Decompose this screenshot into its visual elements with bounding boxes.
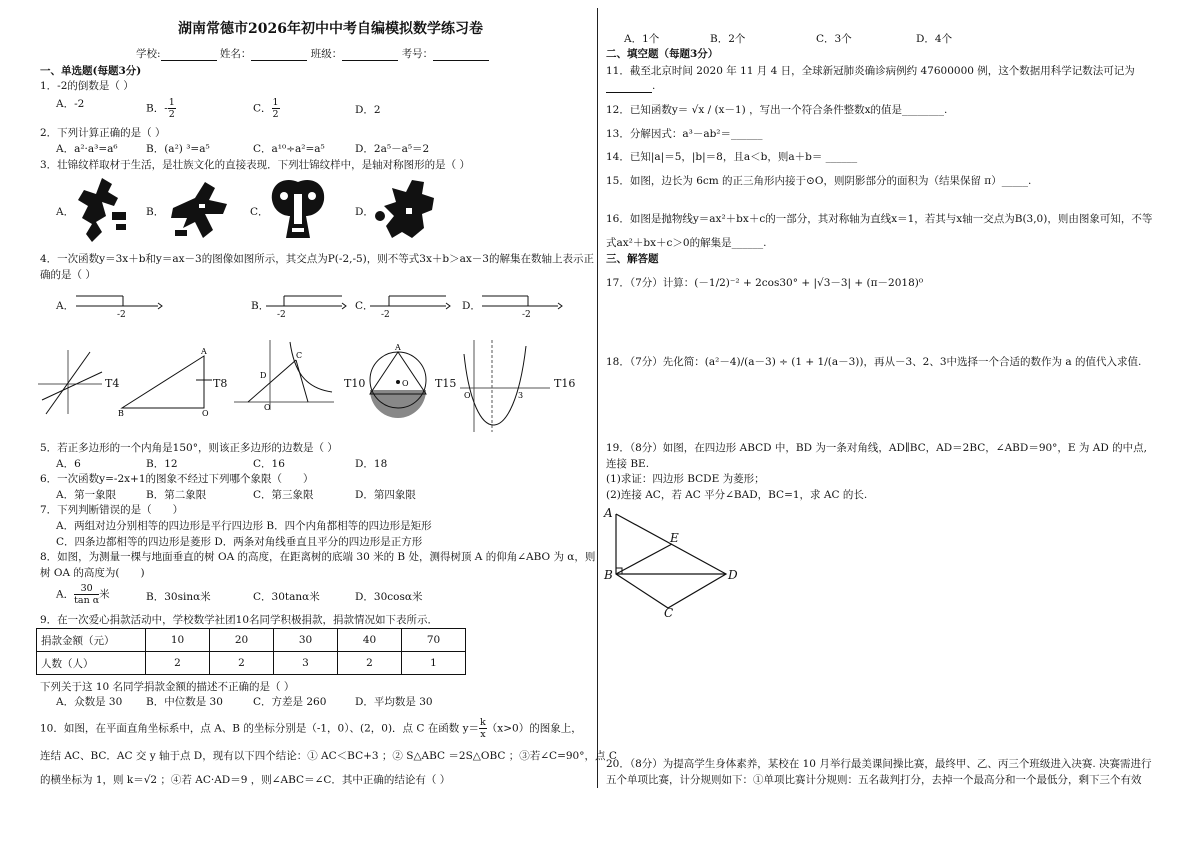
exam-number-blank[interactable] — [433, 49, 489, 61]
question-7: 7．下列判断错误的是（ ） — [40, 504, 184, 516]
table-cell: 人数（人） — [37, 652, 146, 675]
q11-answer-blank[interactable]: . — [606, 79, 655, 93]
fraction: $\frac{1}{2}$ — [168, 97, 175, 120]
q9-option-c: C．方差是 260 — [253, 696, 327, 708]
q8-option-d: D．30cosα米 — [355, 591, 423, 603]
donation-table — [36, 628, 466, 675]
table-cell: 2 — [146, 652, 210, 675]
vertex-label-b: B — [604, 568, 613, 582]
figure-t10 — [234, 340, 338, 412]
svg-text:A: A — [395, 343, 401, 352]
table-cell: 30 — [274, 629, 338, 652]
brocade-pattern-a-icon — [72, 176, 138, 246]
question-1: 1．-2的倒数是（ ） — [40, 80, 134, 92]
fraction: $\frac{1}{2}$ — [272, 97, 279, 120]
question-2: 2．下列计算正确的是（ ） — [40, 127, 166, 139]
question-19-part-2: (2)连接 AC，若 AC 平分∠BAD，BC=1，求 AC 的长. — [606, 489, 868, 501]
tick-label: -2 — [381, 310, 390, 320]
q5-option-c: C．16 — [253, 458, 285, 470]
question-16-line-2: 式ax²＋bx＋c＞0的解集是______. — [606, 237, 767, 249]
svg-text:B: B — [118, 409, 124, 418]
table-cell: 捐款金额（元） — [37, 629, 146, 652]
figure-t8 — [118, 347, 214, 418]
exam-number-label: 考号： — [401, 48, 434, 60]
brocade-pattern-c-icon — [266, 176, 330, 246]
table-cell: 2 — [338, 652, 402, 675]
q6-option-a: A．第一象限 — [56, 489, 117, 501]
question-9-prompt: 下列关于这 10 名同学捐款金额的描述不正确的是（ ） — [40, 681, 295, 693]
question-16-line-1: 16．如图是抛物线y＝ax²＋bx＋c的一部分，其对称轴为直线x＝1，若其与x轴一交点为B(3,0)，则由图象可知，不等 — [606, 213, 1153, 225]
figure-t15 — [364, 344, 434, 410]
section-heading: 三、解答题 — [606, 253, 659, 265]
question-4-line-2: 确的是（ ） — [40, 269, 96, 281]
school-blank[interactable] — [161, 49, 217, 61]
q6-option-c: C．第三象限 — [253, 489, 314, 501]
table-cell: 10 — [146, 629, 210, 652]
vertex-label-d: D — [728, 568, 738, 582]
table-row — [37, 652, 466, 675]
question-4-line-1: 4．一次函数y＝3x＋b和y＝ax－3的图像如图所示，其交点为P(-2,-5)，则不等式3x＋b＞ax－3的解集在数轴上表示正 — [40, 253, 594, 265]
vertex-label-a: A — [604, 506, 613, 520]
q9-option-a: A．众数是 30 — [56, 696, 123, 708]
school-label: 学校: — [136, 48, 161, 60]
name-blank[interactable] — [251, 49, 307, 61]
svg-text:O: O — [402, 379, 409, 388]
page-title: 湖南常德市2026年初中中考自编模拟数学练习卷 — [178, 21, 483, 37]
figure-quadrilateral-abcd — [604, 506, 744, 618]
figure-label-t8: T8 — [213, 377, 228, 390]
q2-option-b: B．(a²) ³=a⁵ — [146, 143, 210, 155]
figure-label-t16: T16 — [554, 377, 576, 390]
q5-option-d: D．18 — [355, 458, 388, 470]
q8-option-a: A． $\frac{30}{\text{tan α}}$ 米 — [56, 583, 110, 606]
tick-label: -2 — [522, 310, 531, 320]
class-blank[interactable] — [342, 49, 398, 61]
q4-option-d: D． — [462, 300, 481, 312]
question-10-line-1: 10．如图，在平面直角坐标系中，点 A、B 的坐标分别是（-1，0）、(2，0)．点 C 在函数 y＝ $\frac{k}{x}$ （x>0）的图象上， — [40, 717, 582, 740]
question-9: 9．在一次爱心捐款活动中，学校数学社团10名同学积极捐款，捐款情况如下表所示． — [40, 614, 439, 626]
q9-option-b: B．中位数是 30 — [146, 696, 223, 708]
table-cell: 2 — [210, 652, 274, 675]
column-divider — [597, 8, 598, 788]
q1-option-a: A．-2 — [56, 98, 85, 110]
question-11: 11．截至北京时间 2020 年 11 月 4 日，全球新冠肺炎确诊病例约 47600000 例，这个数据用科学记数法可记为 — [606, 65, 1135, 77]
question-12: 12．已知函数y＝ √x / (x－1) ，写出一个符合条件整数x的值是________. — [606, 104, 948, 116]
q1-option-d: D．2 — [355, 104, 381, 116]
question-14: 14．已知|a|＝5，|b|＝8，且a＜b，则a＋b＝ ______ — [606, 151, 858, 163]
question-8-line-1: 8．如图，为测量一棵与地面垂直的树 OA 的高度，在距离树的底端 30 米的 B 处，测得树顶 A 的仰角∠ABO 为 α，则 — [40, 551, 596, 563]
question-18: 18．（7分）先化简：(a²－4)/(a－3) ÷ (1 + 1/(a－3))，再从－3、2、3中选择一个合适的数作为 a 的值代入求值. — [606, 356, 1142, 368]
name-label: 姓名： — [219, 48, 252, 60]
question-17: 17．（7分）计算：(－1/2)⁻² + 2cos30° + |√3－3| + (π－2018)⁰ — [606, 277, 924, 289]
q4-option-c: C． — [355, 300, 374, 312]
table-row — [37, 629, 466, 652]
q2-option-d: D．2a⁵－a⁵＝2 — [355, 143, 430, 155]
q3-option-b: B． — [146, 206, 165, 218]
question-10-line-2: 连结 AC、BC．AC 交 y 轴于点 D，现有以下四个结论：① AC＜BC+3 ；② S△ABC ＝2S△OBC ；③若∠C=90°，点 C — [40, 750, 617, 762]
question-19-line-1: 19．（8分）如图，在四边形 ABCD 中，BD 为一条对角线，AD∥BC，AD＝2BC，∠ABD＝90°，E 为 AD 的中点, — [606, 442, 1147, 454]
figure-label-t4: T4 — [105, 377, 120, 390]
q1-option-c: C． $\frac{1}{2}$ — [253, 97, 279, 120]
q10-option-b: B．2个 — [710, 33, 746, 45]
svg-text:C: C — [296, 351, 303, 360]
table-cell: 1 — [402, 652, 466, 675]
figure-label-t10: T10 — [344, 377, 366, 390]
section-heading: 一、单选题(每题3分) — [40, 65, 142, 77]
q3-option-d: D． — [355, 206, 374, 218]
question-8-line-2: 树 OA 的高度为( ) — [40, 567, 145, 579]
table-cell: 3 — [274, 652, 338, 675]
figure-t16 — [460, 340, 552, 434]
svg-text:O: O — [264, 403, 271, 412]
q6-option-d: D．第四象限 — [355, 489, 416, 501]
q5-option-a: A．6 — [56, 458, 81, 470]
section-heading: 二、填空题（每题3分） — [606, 48, 719, 60]
student-info-line — [136, 47, 489, 61]
question-15: 15．如图，边长为 6cm 的正三角形内接于⊙O，则阴影部分的面积为（结果保留 π）_____. — [606, 175, 1032, 187]
q9-option-d: D．平均数是 30 — [355, 696, 433, 708]
vertex-label-e: E — [670, 531, 679, 545]
q8-option-c: C．30tanα米 — [253, 591, 320, 603]
question-19-line-2: 连接 BE. — [606, 458, 650, 470]
figure-t4 — [38, 348, 104, 416]
tick-label: -2 — [117, 310, 126, 320]
svg-text:D: D — [260, 371, 267, 380]
question-10-line-3: 的横坐标为 1，则 k＝√2 ；④若 AC·AD＝9 ，则∠ABC＝∠C．其中正确的结论有（ ） — [40, 774, 451, 786]
q8-option-b: B．30sinα米 — [146, 591, 211, 603]
fraction: $\frac{k}{x}$ — [480, 717, 486, 740]
table-cell: 20 — [210, 629, 274, 652]
q10-option-a: A．1个 — [624, 33, 660, 45]
table-cell: 40 — [338, 629, 402, 652]
q1-option-b: B．- $\frac{1}{2}$ — [146, 97, 175, 120]
class-label: 班级： — [310, 48, 343, 60]
q5-option-b: B．12 — [146, 458, 178, 470]
fraction: $\frac{30}{\text{tan α}}$ — [74, 583, 100, 606]
q6-option-b: B．第二象限 — [146, 489, 207, 501]
q2-option-a: A．a²·a³=a⁶ — [56, 143, 118, 155]
brocade-pattern-d-icon — [372, 176, 444, 246]
figure-label-t15: T15 — [435, 377, 457, 390]
question-13: 13．分解因式：a³－ab²＝______ — [606, 128, 763, 140]
svg-text:3: 3 — [518, 391, 524, 400]
table-cell: 70 — [402, 629, 466, 652]
q7-options-cd: C．四条边都相等的四边形是菱形 D．两条对角线垂直且平分的四边形是正方形 — [56, 536, 423, 548]
question-20-line-2: 五个单项比赛，计分规则如下：①单项比赛计分规则：五名裁判打分，去掉一个最高分和一个最低分，剩下三个有效 — [606, 774, 1142, 786]
tick-label: -2 — [277, 310, 286, 320]
svg-text:O: O — [464, 391, 471, 400]
brocade-pattern-b-icon — [165, 178, 235, 244]
svg-text:O: O — [202, 409, 209, 418]
question-19-part-1: (1)求证：四边形 BCDE 为菱形； — [606, 473, 765, 485]
q4-option-a: A． — [56, 300, 75, 312]
q3-option-a: A． — [56, 206, 75, 218]
q10-option-d: D．4个 — [916, 33, 953, 45]
q10-option-c: C．3个 — [816, 33, 852, 45]
q2-option-c: C．a¹⁰÷a²=a⁵ — [253, 143, 325, 155]
vertex-label-c: C — [664, 606, 674, 620]
question-20-line-1: 20．（8分）为提高学生身体素养，某校在 10 月举行最美课间操比赛，最终甲、乙、丙三个班级进入决赛. 决赛需进行 — [606, 758, 1152, 770]
question-3: 3．壮锦纹样取材于生活，是壮族文化的直接表现．下列壮锦纹样中，是轴对称图形的是（ ） — [40, 159, 471, 171]
svg-text:A: A — [201, 347, 207, 356]
q4-option-b: B． — [251, 300, 270, 312]
question-6: 6．一次函数y=-2x+1的图象不经过下列哪个象限（ ） — [40, 473, 314, 485]
q3-option-c: C． — [250, 206, 269, 218]
question-5: 5．若正多边形的一个内角是150°，则该正多边形的边数是（ ） — [40, 442, 338, 454]
q7-options-ab: A．两组对边分别相等的四边形是平行四边形 B．四个内角都相等的四边形是矩形 — [56, 520, 432, 532]
